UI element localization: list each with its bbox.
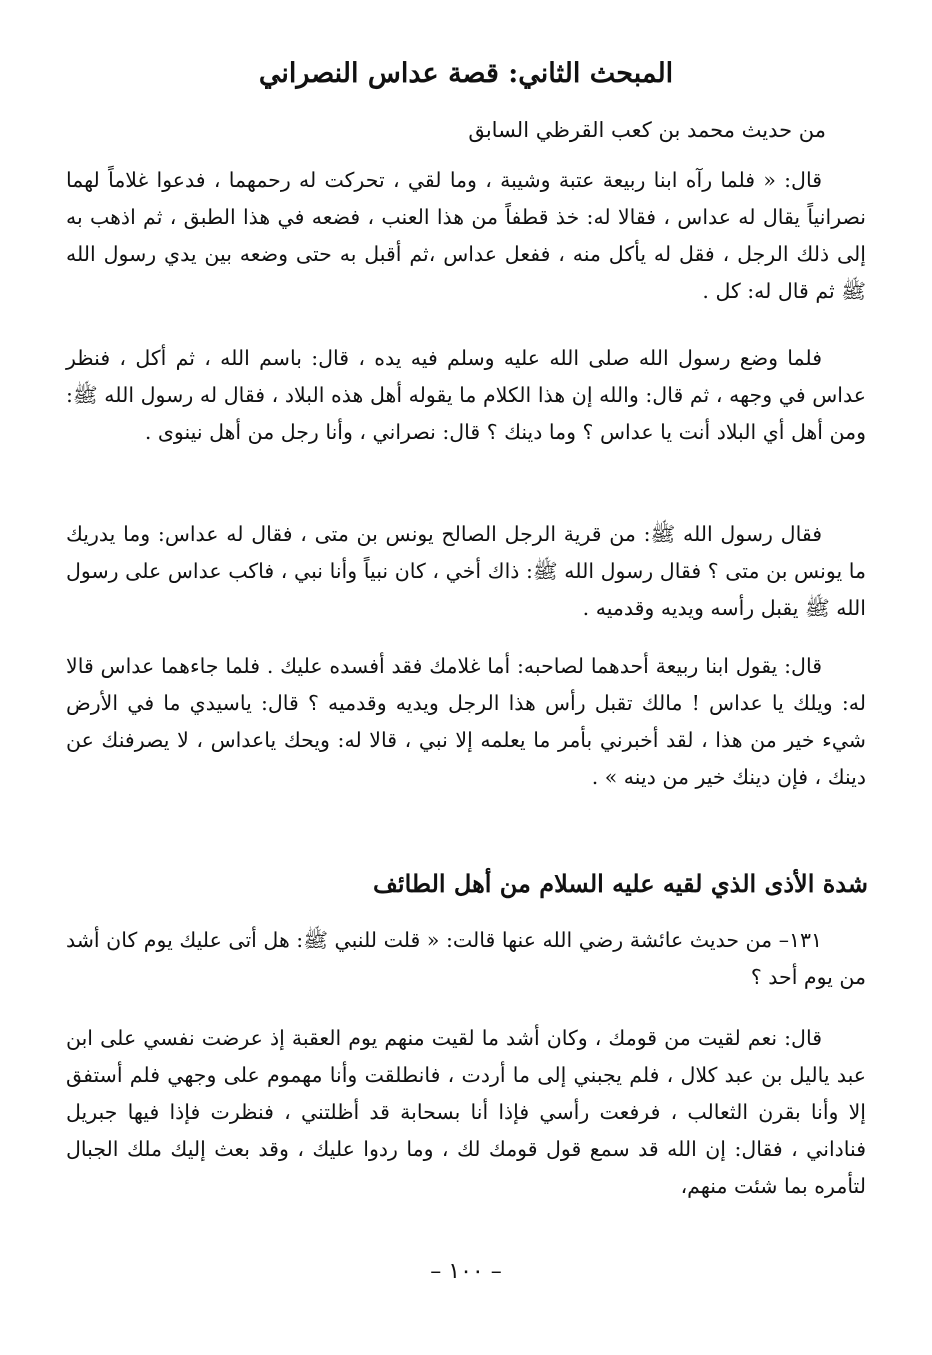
page-number bbox=[0, 1255, 932, 1289]
paragraph bbox=[66, 162, 866, 310]
paragraph-text: فقال رسول الله ﷺ: من قرية الرجل الصالح يونس بن متى ، فقال له عداس: وما يدريك ما يونس بن متى ؟ فقال رسول الله ﷺ: ذاك أخي ، كان نبياً وأنا نبي ، فاكب عداس على رسول الله ﷺ يقبل رأسه ويديه وقدميه . bbox=[66, 522, 866, 620]
paragraph-text: ١٣١– من حديث عائشة رضي الله عنها قالت: « قلت للنبي ﷺ: هل أتى عليك يوم كان أشد من يوم أحد ؟ bbox=[66, 928, 866, 989]
paragraph bbox=[66, 516, 866, 627]
source-line: من حديث محمد بن كعب القرظي السابق bbox=[468, 118, 826, 142]
paragraph bbox=[66, 648, 866, 796]
paragraph-text: قال: نعم لقيت من قومك ، وكان أشد ما لقيت منهم يوم العقبة إذ عرضت نفسي على ابن عبد ياليل بن عبد كلال ، فلم يجبني إلى ما أردت ، فانطلقت وأنا مهموم على وجهي فلم أستفق إلا وأنا بقرن الثعالب ، فرفعت رأسي فإذا أنا بسحابة قد أظلتني ، فنظرت فإذا فيها جبريل فناداني ، فقال: إن الله قد سمع قول قومك لك ، وما ردوا عليك ، وقد بعث إليك ملك الجبال لتأمره بما شئت منهم، bbox=[66, 1026, 866, 1198]
section-heading: شدة الأذى الذي لقيه عليه السلام من أهل الطائف bbox=[373, 869, 868, 898]
paragraph-text: قال: يقول ابنا ربيعة أحدهما لصاحبه: أما غلامك فقد أفسده عليك . فلما جاءهما عداس قالا له: ويلك يا عداس ! مالك تقبل رأس هذا الرجل ويديه وقدميه ؟ قال: ياسيدي ما في الأرض شيء خير من هذا ، لقد أخبرني بأمر ما يعلمه إلا نبي ، قالا له: ويحك ياعداس ، لا يصرفنك عن دينك ، فإن دينك خير من دينه » . bbox=[66, 654, 866, 789]
paragraph bbox=[66, 340, 866, 451]
paragraph-text: فلما وضع رسول الله صلى الله عليه وسلم فيه يده ، قال: باسم الله ، ثم أكل ، فنظر عداس في وجهه ، ثم قال: والله إن هذا الكلام ما يقوله أهل هذه البلاد ، فقال له رسول الله ﷺ: ومن أهل أي البلاد أنت يا عداس ؟ وما دينك ؟ قال: نصراني ، وأنا رجل من أهل نينوى . bbox=[66, 346, 866, 444]
paragraph bbox=[66, 922, 866, 996]
chapter-title: المبحث الثاني: قصة عداس النصراني bbox=[258, 58, 674, 89]
page-number-text: – ١٠٠ – bbox=[430, 1259, 502, 1284]
paragraph-text: قال: « فلما رآه ابنا ربيعة عتبة وشيبة ، وما لقي ، تحركت له رحمهما ، فدعوا غلاماً لهما نصرانياً يقال له عداس ، فقالا له: خذ قطفاً من هذا العنب ، فضعه في هذا الطبق ، ثم اذهب به إلى ذلك الرجل ، فقل له يأكل منه ، ففعل عداس ،ثم أقبل به حتى وضعه بين يدي رسول الله ﷺ ثم قال له: كل . bbox=[66, 168, 866, 303]
paragraph bbox=[66, 1020, 866, 1205]
